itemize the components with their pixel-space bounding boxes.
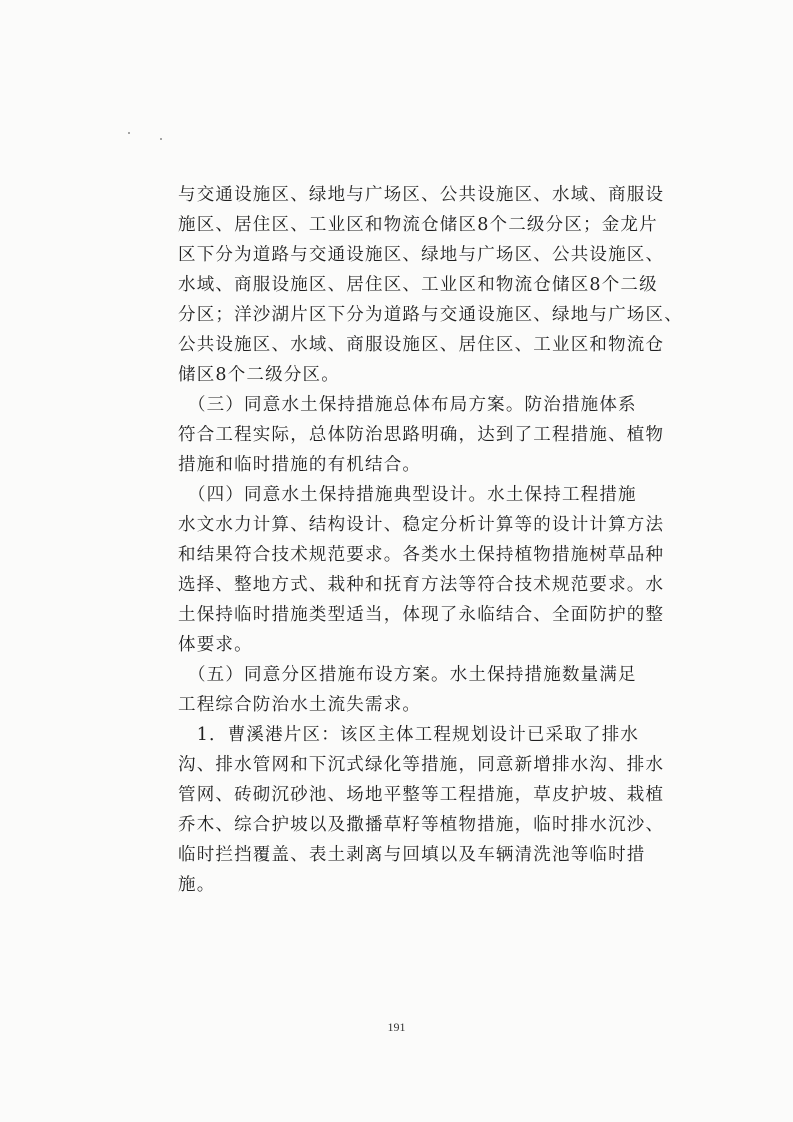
text-line: 符合工程实际，总体防治思路明确，达到了工程措施、植物: [178, 425, 665, 445]
paragraph-start-line: （三）同意水土保持措施总体布局方案。防治措施体系: [178, 395, 637, 415]
text-line: 公共设施区、水域、商服设施区、居住区、工业区和物流仓: [178, 335, 665, 355]
text-line: 施。: [178, 875, 216, 895]
text-line: 乔木、综合护坡以及撒播草籽等植物措施，临时排水沉沙、: [178, 815, 665, 835]
document-body: [178, 180, 683, 900]
text-line: 与交通设施区、绿地与广场区、公共设施区、水域、商服设: [178, 185, 665, 205]
text-line: 临时拦挡覆盖、表土剥离与回填以及车辆清洗池等临时措: [178, 845, 646, 865]
text-line: 体要求。: [178, 635, 253, 655]
paragraph-start-line: （五）同意分区措施布设方案。水土保持措施数量满足: [178, 665, 637, 685]
text-line: 沟、排水管网和下沉式绿化等措施，同意新增排水沟、排水: [178, 755, 665, 775]
text-line: 选择、整地方式、栽种和抚育方法等符合技术规范要求。水: [178, 575, 665, 595]
text-line: 工程综合防治水土流失需求。: [178, 695, 422, 715]
text-line: 分区；洋沙湖片区下分为道路与交通设施区、绿地与广场区、: [178, 305, 683, 325]
text-line: 区下分为道路与交通设施区、绿地与广场区、公共设施区、: [178, 245, 665, 265]
text-line: 水文水力计算、结构设计、稳定分析计算等的设计计算方法: [178, 515, 665, 535]
scan-speck: [128, 132, 130, 134]
text-line: 措施和临时措施的有机结合。: [178, 455, 422, 475]
text-line: 水域、商服设施区、居住区、工业区和物流仓储区8个二级: [178, 275, 658, 295]
page-number: 191: [387, 1020, 406, 1034]
scan-speck: [160, 138, 162, 140]
text-line: 管网、砖砌沉砂池、场地平整等工程措施，草皮护坡、栽植: [178, 785, 665, 805]
text-line: 施区、居住区、工业区和物流仓储区8个二级分区；金龙片: [178, 215, 658, 235]
paragraph-start-line: （四）同意水土保持措施典型设计。水土保持工程措施: [178, 485, 637, 505]
paragraph-start-line: 1．曹溪港片区：该区主体工程规划设计已采取了排水: [178, 725, 640, 745]
text-line: 土保持临时措施类型适当，体现了永临结合、全面防护的整: [178, 605, 665, 625]
text-line: 储区8个二级分区。: [178, 365, 340, 385]
text-line: 和结果符合技术规范要求。各类水土保持植物措施树草品种: [178, 545, 665, 565]
